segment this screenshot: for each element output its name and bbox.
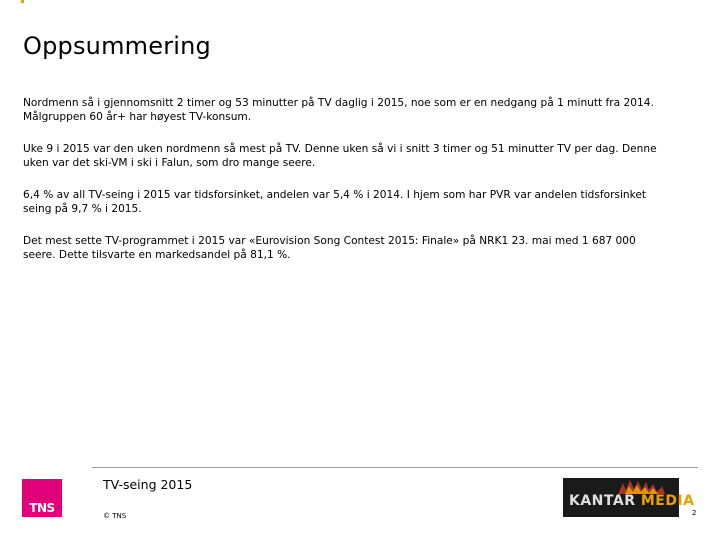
kantar-logo-wordmark: KANTAR MEDIA xyxy=(569,493,695,509)
copyright-notice: © TNS xyxy=(103,512,127,520)
summary-body xyxy=(23,96,703,280)
summary-paragraph-4: Det mest sette TV-programmet i 2015 var «Eurovision Song Contest 2015: Finale» på NRK1 23. mai med 1 687 000 seere. Dette tilsvarte en markedsandel på 81,1 %. xyxy=(23,235,636,261)
page-title: Oppsummering xyxy=(23,32,211,61)
summary-paragraph-2: Uke 9 i 2015 var den uken nordmenn så mest på TV. Denne uken så vi i snitt 3 timer og 51 minutter TV per dag. Denne uken var det ski-VM i ski i Falun, som dro mange seere. xyxy=(23,143,657,169)
tns-logo-text: TNS xyxy=(29,501,55,515)
tns-logo xyxy=(22,479,62,517)
footer-divider xyxy=(92,467,698,468)
summary-paragraph-3: 6,4 % av all TV-seing i 2015 var tidsforsinket, andelen var 5,4 % i 2014. I hjem som har PVR var andelen tidsforsinket seing på 9,7 % i 2015. xyxy=(23,189,647,215)
footer-report-title: TV-seing 2015 xyxy=(103,477,193,492)
corner-accent-mark xyxy=(21,0,24,3)
summary-paragraph-1: Nordmenn så i gjennomsnitt 2 timer og 53 minutter på TV daglig i 2015, noe som er en nedgang på 1 minutt fra 2014. Målgruppen 60 år+ har høyest TV-konsum. xyxy=(23,97,654,123)
page-number: 2 xyxy=(692,509,697,517)
kantar-media-logo xyxy=(563,478,695,517)
